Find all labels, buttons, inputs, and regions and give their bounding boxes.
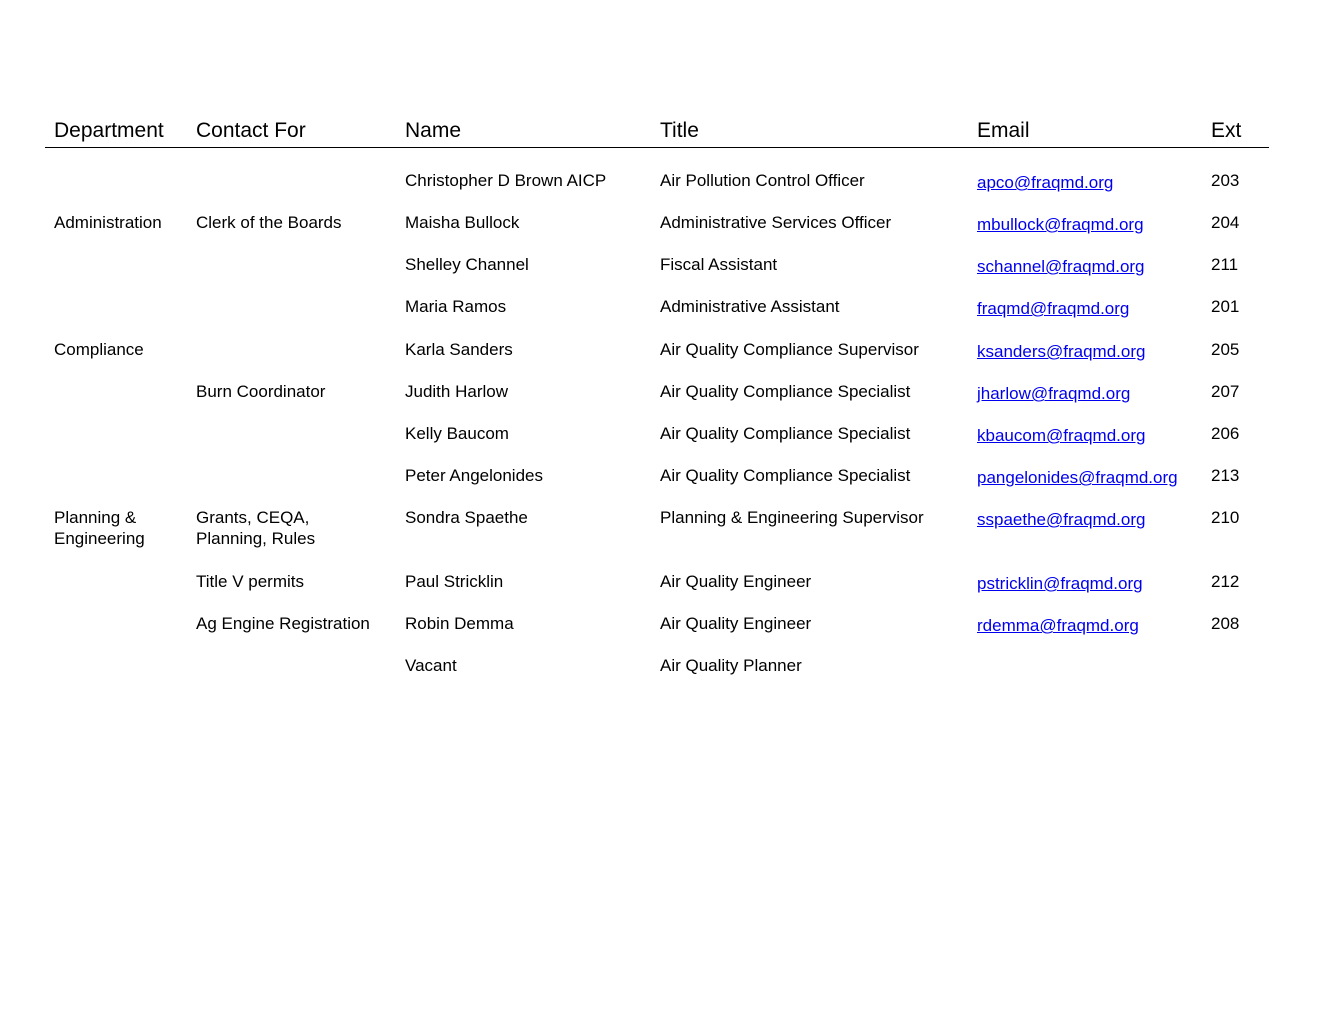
ext-cell: 201 <box>1211 297 1240 316</box>
contact-for-cell: Clerk of the Boards <box>196 213 342 232</box>
email-link[interactable]: pangelonides@fraqmd.org <box>977 468 1178 487</box>
email-cell <box>977 381 1130 402</box>
email-link[interactable]: sspaethe@fraqmd.org <box>977 510 1146 529</box>
email-cell <box>977 613 1139 634</box>
email-link[interactable]: ksanders@fraqmd.org <box>977 342 1146 361</box>
title-cell: Air Quality Compliance Specialist <box>660 424 911 443</box>
email-link[interactable]: kbaucom@fraqmd.org <box>977 426 1146 445</box>
email-link[interactable]: fraqmd@fraqmd.org <box>977 299 1130 318</box>
title-cell: Air Pollution Control Officer <box>660 171 865 190</box>
header-contact-for: Contact For <box>196 119 306 142</box>
department-cell: Compliance <box>54 340 144 359</box>
name-cell: Christopher D Brown AICP <box>405 171 607 190</box>
name-cell: Peter Angelonides <box>405 466 543 485</box>
ext-cell: 212 <box>1211 572 1240 591</box>
name-cell: Robin Demma <box>405 614 514 633</box>
name-cell: Karla Sanders <box>405 340 513 359</box>
title-cell: Administrative Services Officer <box>660 213 892 232</box>
contact-for-cell: Burn Coordinator <box>196 382 326 401</box>
name-cell: Paul Stricklin <box>405 572 504 591</box>
contact-for-cell: Grants, CEQA, Planning, Rules <box>196 508 316 548</box>
email-cell <box>977 254 1145 275</box>
name-cell: Kelly Baucom <box>405 424 509 443</box>
header-name: Name <box>405 119 462 142</box>
email-cell <box>977 507 1145 528</box>
email-link[interactable]: mbullock@fraqmd.org <box>977 215 1144 234</box>
title-cell: Air Quality Compliance Specialist <box>660 466 911 485</box>
title-cell: Air Quality Engineer <box>660 614 812 633</box>
ext-cell: 203 <box>1211 171 1240 190</box>
email-cell <box>977 170 1113 191</box>
email-cell <box>977 571 1143 592</box>
email-cell <box>977 212 1144 233</box>
email-link[interactable]: rdemma@fraqmd.org <box>977 616 1139 635</box>
name-cell: Shelley Channel <box>405 255 529 274</box>
contact-for-cell: Ag Engine Registration <box>196 614 370 633</box>
department-cell: Planning & Engineering <box>54 508 145 548</box>
ext-cell: 207 <box>1211 382 1240 401</box>
title-cell: Air Quality Planner <box>660 656 802 675</box>
ext-cell: 213 <box>1211 466 1240 485</box>
title-cell: Air Quality Engineer <box>660 572 812 591</box>
title-cell: Planning & Engineering Supervisor <box>660 508 924 527</box>
title-cell: Air Quality Compliance Supervisor <box>660 340 919 359</box>
email-link[interactable]: pstricklin@fraqmd.org <box>977 574 1143 593</box>
email-cell <box>977 296 1129 317</box>
email-link[interactable]: schannel@fraqmd.org <box>977 257 1145 276</box>
ext-cell: 204 <box>1211 213 1240 232</box>
header-title: Title <box>660 119 699 142</box>
header-divider <box>45 147 1269 148</box>
name-cell: Sondra Spaethe <box>405 508 528 527</box>
name-cell: Maisha Bullock <box>405 213 520 232</box>
ext-cell: 210 <box>1211 508 1240 527</box>
ext-cell: 211 <box>1211 255 1239 274</box>
department-cell: Administration <box>54 213 162 232</box>
email-cell <box>977 423 1145 444</box>
ext-cell: 205 <box>1211 340 1240 359</box>
email-cell <box>977 465 1178 486</box>
title-cell: Air Quality Compliance Specialist <box>660 382 911 401</box>
title-cell: Fiscal Assistant <box>660 255 778 274</box>
ext-cell: 206 <box>1211 424 1240 443</box>
title-cell: Administrative Assistant <box>660 297 840 316</box>
contact-for-cell: Title V permits <box>196 572 305 591</box>
email-link[interactable]: apco@fraqmd.org <box>977 173 1114 192</box>
table-header <box>0 119 1320 149</box>
name-cell: Vacant <box>405 656 457 675</box>
ext-cell: 208 <box>1211 614 1240 633</box>
header-department: Department <box>54 119 164 142</box>
name-cell: Judith Harlow <box>405 382 508 401</box>
name-cell: Maria Ramos <box>405 297 507 316</box>
email-link[interactable]: jharlow@fraqmd.org <box>977 384 1131 403</box>
header-ext: Ext <box>1211 119 1242 142</box>
header-email: Email <box>977 119 1030 142</box>
email-cell <box>977 339 1145 360</box>
